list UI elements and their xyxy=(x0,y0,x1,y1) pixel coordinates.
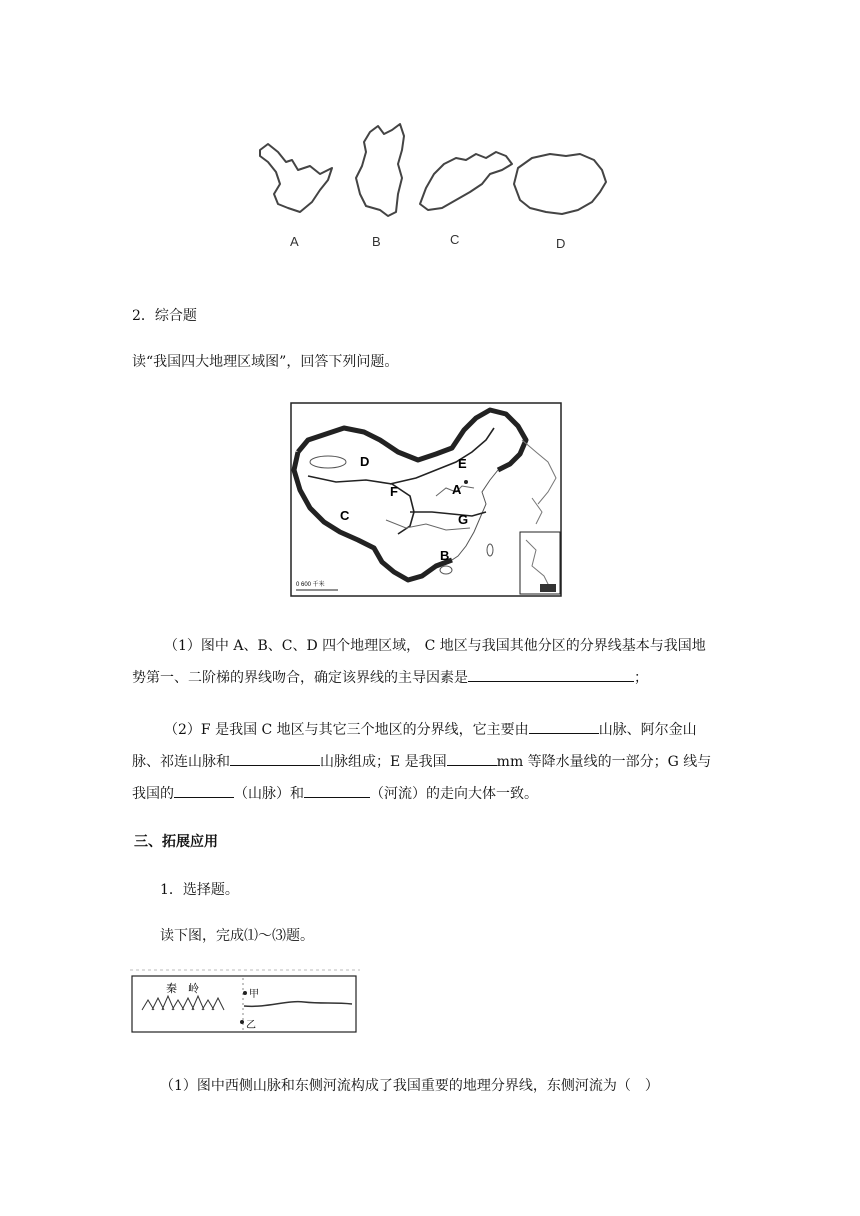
q1-heading: 1．选择题。 xyxy=(160,882,239,898)
region-a: A xyxy=(452,482,462,497)
qinling-label: 秦 岭 xyxy=(166,983,199,995)
region-d: D xyxy=(360,454,370,469)
region-e: E xyxy=(458,456,467,471)
q1-intro: 读下图，完成⑴～⑶题。 xyxy=(160,928,314,944)
region-b: B xyxy=(440,548,450,563)
q2-heading: 2．综合题 xyxy=(132,308,197,324)
answer-blank-1[interactable] xyxy=(468,667,634,682)
qinling-figure xyxy=(128,968,364,1036)
point-yi: 乙 xyxy=(246,1020,256,1031)
label-d: D xyxy=(556,236,566,251)
outline-a xyxy=(260,144,332,212)
province-outlines-figure xyxy=(250,118,620,260)
answer-blank-4[interactable] xyxy=(447,751,497,766)
outline-c xyxy=(420,152,512,210)
answer-blank-3[interactable] xyxy=(230,751,320,766)
answer-blank-6[interactable] xyxy=(304,783,370,798)
sub1-line2-text: 势第一、二阶梯的界线吻合，确定该界线的主导因素是 xyxy=(132,670,468,686)
sub2-line1: （2）F 是我国 C 地区与其它三个地区的分界线，它主要由 山脉、阿尔金山 xyxy=(164,716,754,744)
map-scale: 0 600 千米 xyxy=(296,582,325,588)
point-jia: 甲 xyxy=(249,989,259,1000)
china-regions-map xyxy=(286,400,566,600)
sub2-line3: 我国的 （山脉）和 （河流）的走向大体一致。 xyxy=(132,780,742,808)
label-a: A xyxy=(290,234,299,249)
region-f: F xyxy=(390,484,398,499)
sub3-text: （1）图中西侧山脉和东侧河流构成了我国重要的地理分界线，东侧河流为（ ） xyxy=(160,1078,659,1094)
answer-blank-2[interactable] xyxy=(529,719,599,734)
outline-b xyxy=(356,124,404,216)
q2-intro: 读“我国四大地理区域图”，回答下列问题。 xyxy=(132,354,399,370)
region-g: G xyxy=(458,512,469,527)
outline-d xyxy=(514,154,606,214)
sub1-line2: 势第一、二阶梯的界线吻合，确定该界线的主导因素是 ； xyxy=(132,664,742,692)
sub1-line1: （1）图中 A、B、C、D 四个地理区域， C 地区与我国其他分区的分界线基本与我国地 xyxy=(164,638,706,654)
section3-heading: 三、拓展应用 xyxy=(134,834,218,850)
sub2-line2: 脉、祁连山脉和 山脉组成；E 是我国 mm 等降水量线的一部分；G 线与 xyxy=(132,748,762,776)
answer-blank-5[interactable] xyxy=(174,783,234,798)
label-b: B xyxy=(372,234,381,249)
region-c: C xyxy=(340,508,350,523)
label-c: C xyxy=(450,232,460,247)
